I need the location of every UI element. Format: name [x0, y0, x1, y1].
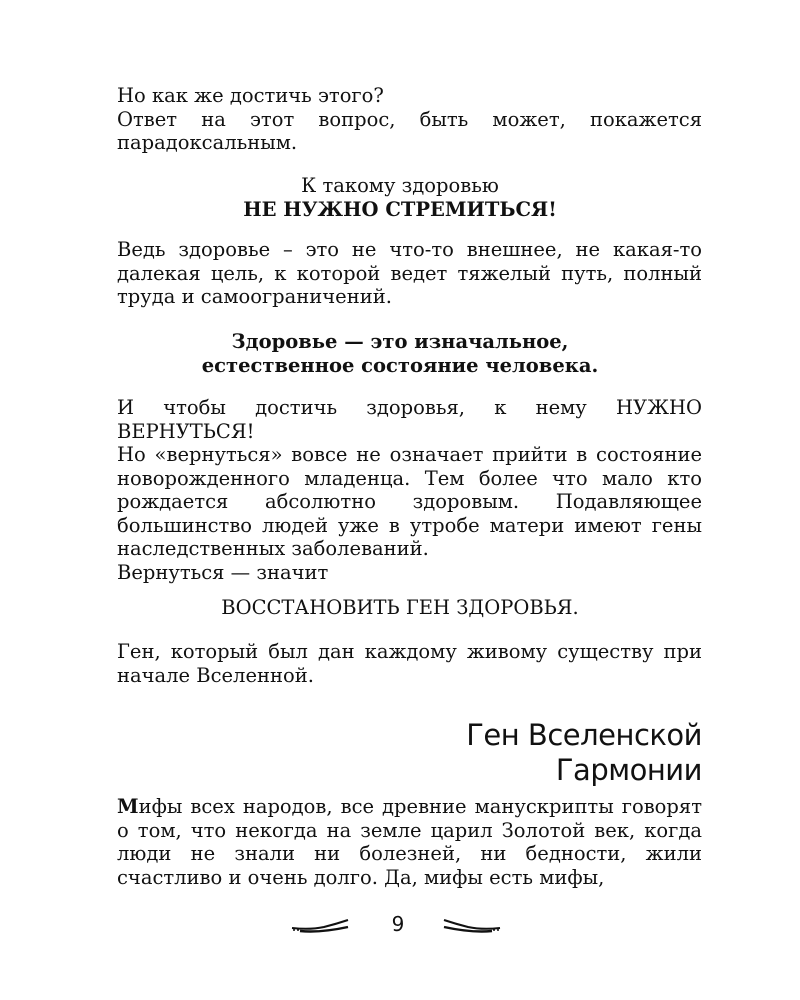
section-heading-line-2: Гармонии [555, 753, 702, 787]
text-block-2 [117, 238, 702, 309]
left-ornament-icon [290, 918, 352, 934]
text-block-3 [117, 396, 702, 584]
paragraph-6: Вернуться — значит [117, 560, 329, 584]
centered-2-line-2: естественное состояние человека. [201, 353, 599, 377]
right-ornament-icon [440, 918, 502, 934]
paragraph-3: Ведь здоровье – это не что-то внешнее, не какая-то далекая цель, к которой ведет тяжелый путь, полный труда и самоограничений. [117, 238, 702, 308]
centered-2-line-1: Здоровье — это изначальное, [231, 330, 569, 353]
centered-block-1 [100, 174, 700, 221]
final-paragraph-text: ифы всех народов, все древние манускрипты говорят о том, что некогда на земле царил Золотой век, когда люди не знали ни болезней, ни бедности, жили счастливо и очень долго. Да, мифы есть мифы, [117, 795, 702, 889]
centered-1-line-1: К такому здоровью [301, 174, 499, 197]
page-footer [0, 910, 800, 940]
centered-3-line: ВОССТАНОВИТЬ ГЕН ЗДОРОВЬЯ. [221, 596, 579, 619]
drop-letter: М [117, 795, 139, 818]
paragraph-2 [117, 108, 702, 155]
paragraph-4: И чтобы достичь здоровья, к нему НУЖНО ВЕРНУТЬСЯ! [117, 396, 702, 443]
section-heading-line-1: Ген Вселенской [466, 718, 702, 752]
page-number: 9 [391, 912, 405, 936]
paragraph-5: Но «вернуться» вовсе не означает прийти в состояние новорожденного младенца. Тем более что мало кто рождается абсолютно здоровым. Подавляющее большинство людей уже в утробе матери имеют гены наследственных заболеваний. [117, 443, 702, 560]
text-block-4 [117, 640, 702, 687]
section-heading [466, 718, 702, 788]
final-paragraph [117, 795, 702, 889]
paragraph-1-text: Но как же достичь этого? [117, 84, 384, 107]
centered-block-2 [100, 330, 700, 377]
paragraph-7: Ген, который был дан каждому живому существу при начале Вселенной. [117, 640, 702, 687]
text-block-final [117, 795, 702, 889]
paragraph-1 [117, 84, 702, 108]
centered-block-3 [100, 596, 700, 620]
text-block-top [117, 84, 702, 155]
paragraph-2-text: Ответ на этот вопрос, быть может, покажется парадоксальным. [117, 107, 702, 154]
centered-1-line-2: НЕ НУЖНО СТРЕМИТЬСЯ! [243, 197, 557, 221]
